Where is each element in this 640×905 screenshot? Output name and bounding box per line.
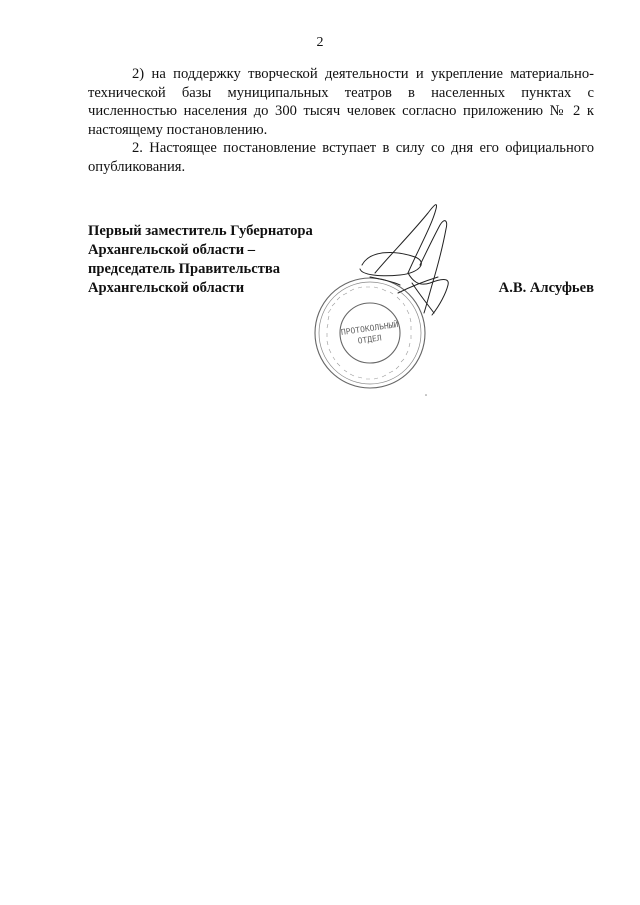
signatory-position-line: председатель Правительства — [88, 261, 281, 277]
signatory-position-line: Архангельской области — [88, 280, 245, 296]
signatory-name: А.В. Алсуфьев — [498, 280, 594, 296]
signatory-position-line: Архангельской области – — [88, 242, 256, 258]
paragraph-effective-date: 2. Настоящее постановление вступает в силу со дня его официального опубликования. — [88, 140, 594, 175]
official-seal-stamp — [315, 278, 425, 388]
ink-dot — [425, 394, 427, 396]
seal-text-line1: ПРОТОКОЛЬНЫЙ — [340, 320, 399, 338]
document-body — [88, 65, 594, 177]
seal-text-line2: ОТДЕЛ — [357, 333, 383, 346]
paragraph-support-theaters: 2) на поддержку творческой деятельности и укрепление материально-технической базы муниципальных театров в населенных пунктах с численностью населения до 300 тысяч человек согласно приложению № 2 к настоящему постановлению. — [88, 66, 594, 138]
signature-and-stamp — [300, 195, 470, 405]
page-number: 2 — [316, 35, 324, 50]
handwritten-signature — [360, 205, 448, 315]
signatory-position-line: Первый заместитель Губернатора — [88, 223, 313, 239]
